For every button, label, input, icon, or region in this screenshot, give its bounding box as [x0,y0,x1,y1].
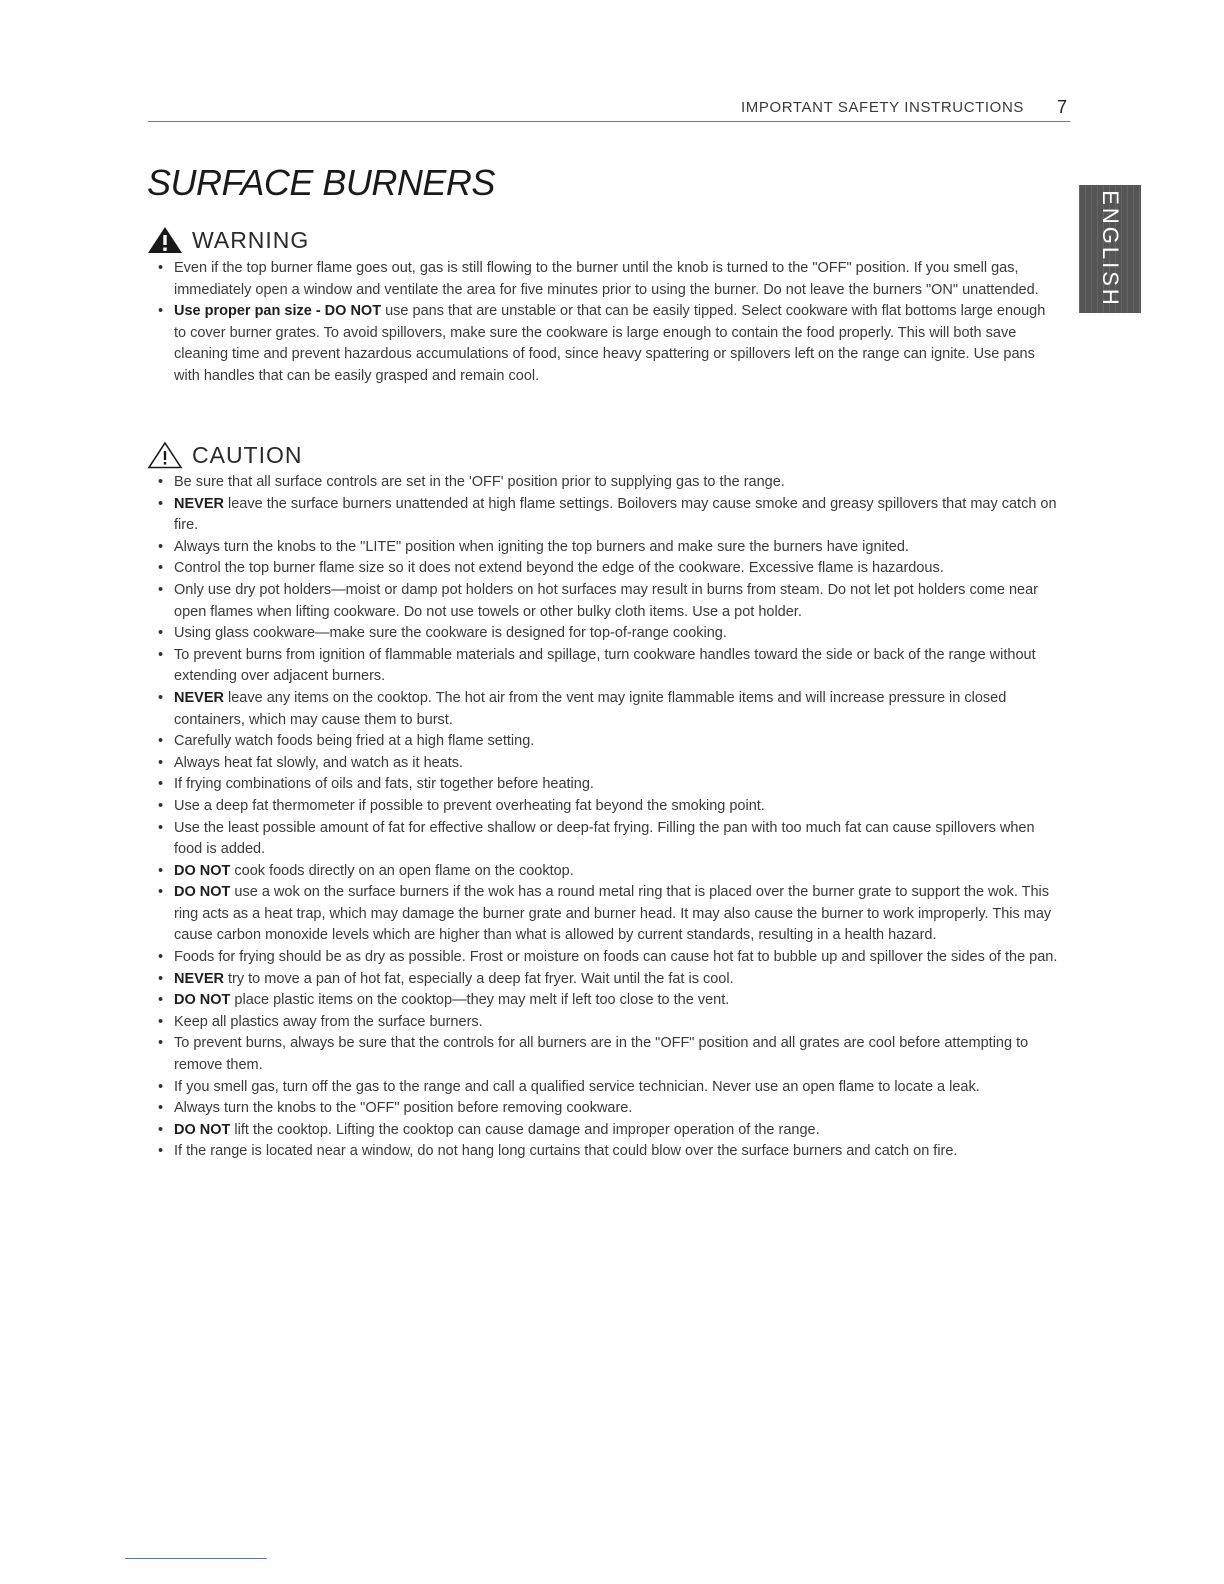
list-item [158,1077,1058,1099]
item-text: Use the least possible amount of fat for effective shallow or deep-fat frying. Filling the pan with too much fat can cause spillovers when food is added. [174,819,1035,858]
item-emphasis: DO NOT [174,862,231,879]
item-text: Always turn the knobs to the "LITE" position when igniting the top burners and make sure the burners have ignited. [174,538,909,555]
list-item [158,1012,1058,1034]
list-item [158,947,1058,969]
item-text: leave any items on the cooktop. The hot air from the vent may ignite flammable items and will increase pressure in closed containers, which may cause them to burst. [174,689,1007,728]
list-item [158,623,1058,645]
list-item [158,1098,1058,1120]
list-item [158,796,1058,818]
item-text: use a wok on the surface burners if the wok has a round metal ring that is placed over the burner grate to support the wok. This ring acts as a heat trap, which may damage the burner grate and burner head. It may also cause the burner to work improperly. This may cause carbon monoxide levels which are higher than what is allowed by current standards, resulting in a health hazard. [174,884,1052,944]
item-emphasis: DO NOT [174,884,231,901]
item-text: try to move a pan of hot fat, especially a deep fat fryer. Wait until the fat is cool. [223,970,734,987]
language-tab [1079,185,1141,313]
list-item [158,969,1058,991]
page-title: SURFACE BURNERS [147,162,495,203]
item-text: To prevent burns from ignition of flammable materials and spillage, turn cookware handles toward the side or back of the range without extending over adjacent burners. [174,646,1036,685]
list-item [158,472,1058,494]
running-header: IMPORTANT SAFETY INSTRUCTIONS [741,99,1024,116]
header-divider [148,121,1070,122]
item-text: place plastic items on the cooktop—they may melt if left too close to the vent. [230,992,730,1009]
list-item [158,774,1058,796]
footnote-divider [125,1558,267,1559]
caution-icon [147,441,183,469]
warning-icon [147,226,183,254]
caution-heading-label: CAUTION [192,441,303,468]
item-text: Only use dry pot holders—moist or damp pot holders on hot surfaces may result in burns from steam. Do not let pot holders come near open flames when lifting cookware. Do not use towels or other bulky cloth items. Use a pot holder. [174,581,1038,620]
item-emphasis: DO NOT [174,992,231,1009]
item-text: Control the top burner flame size so it does not extend beyond the edge of the cookware. Excessive flame is hazardous. [174,560,944,577]
list-item [158,537,1058,559]
item-text: Keep all plastics away from the surface burners. [174,1013,483,1030]
list-item [158,258,1058,301]
item-emphasis: NEVER [174,495,224,512]
item-emphasis: NEVER [174,689,224,706]
list-item [158,580,1058,623]
list-item [158,645,1058,688]
item-text: Use a deep fat thermometer if possible to prevent overheating fat beyond the smoking point. [174,797,765,814]
list-item [158,731,1058,753]
list-item [158,301,1058,387]
warning-list [158,258,1058,388]
list-item [158,990,1058,1012]
item-text: If the range is located near a window, do not hang long curtains that could blow over the surface burners and catch on fire. [174,1143,958,1160]
list-item [158,558,1058,580]
list-item [158,818,1058,861]
list-item [158,882,1058,947]
item-text: Foods for frying should be as dry as possible. Frost or moisture on foods can cause hot fat to bubble up and spillover the sides of the pan. [174,949,1058,966]
caution-list [158,472,1058,1163]
list-item [158,1141,1058,1163]
list-item [158,494,1058,537]
item-text: cook foods directly on an open flame on the cooktop. [230,862,574,879]
list-item [158,753,1058,775]
page-number: 7 [1057,97,1068,117]
item-text: Always heat fat slowly, and watch as it heats. [174,754,464,771]
caution-heading [147,441,303,469]
item-emphasis: Use proper pan size - DO NOT [174,303,382,320]
list-item [158,1120,1058,1142]
item-text: If you smell gas, turn off the gas to the range and call a qualified service technician. Never use an open flame to locate a leak. [174,1078,980,1095]
item-text: use pans that are unstable or that can be easily tipped. Select cookware with flat bottoms large enough to cover burner grates. To avoid spillovers, make sure the cookware is large enough to contain the food properly. This will both save cleaning time and prevent hazardous accumulations of food, since heavy spattering or spillovers left on the range can ignite. Use pans with handles that can be easily grasped and remain cool. [174,303,1046,384]
warning-heading [147,226,309,254]
item-emphasis: NEVER [174,970,224,987]
item-text: leave the surface burners unattended at high flame settings. Boilovers may cause smoke and greasy spillovers that may catch on fire. [174,495,1057,534]
item-text: Always turn the knobs to the "OFF" position before removing cookware. [174,1100,633,1117]
item-text: If frying combinations of oils and fats, stir together before heating. [174,776,594,793]
list-item [158,1033,1058,1076]
warning-heading-label: WARNING [192,226,310,253]
item-text: Even if the top burner flame goes out, gas is still flowing to the burner until the knob is turned to the "OFF" position. If you smell gas, immediately open a window and ventilate the area for five minutes prior to using the burner. Do not leave the burners "ON" unattended. [174,260,1039,298]
item-text: Be sure that all surface controls are set in the 'OFF' position prior to supplying gas to the range. [174,474,785,490]
list-item [158,861,1058,883]
item-text: lift the cooktop. Lifting the cooktop can cause damage and improper operation of the range. [230,1121,820,1138]
item-text: Carefully watch foods being fried at a high flame setting. [174,733,535,750]
item-emphasis: DO NOT [174,1121,231,1138]
item-text: To prevent burns, always be sure that the controls for all burners are in the "OFF" position and all grates are cool before attempting to remove them. [174,1035,1029,1074]
list-item [158,688,1058,731]
language-tab-label: ENGLISH [1098,190,1123,308]
item-text: Using glass cookware—make sure the cookware is designed for top-of-range cooking. [174,625,727,642]
